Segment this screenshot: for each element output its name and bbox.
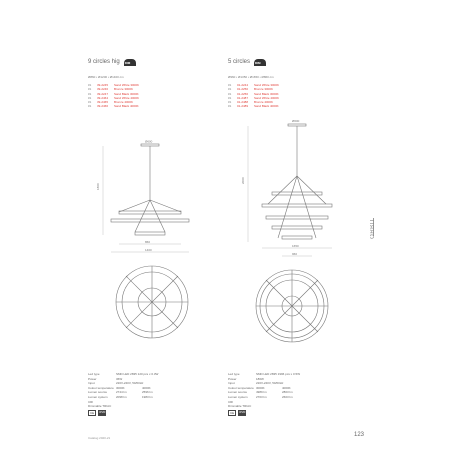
- variant-code: 01-2487: [237, 95, 249, 100]
- variant-list: [88, 83, 198, 109]
- product-header: [228, 56, 338, 68]
- spec-key: Led type: [88, 372, 100, 376]
- variant-qty: #1: [228, 104, 232, 109]
- width1-dim-label: 960: [292, 252, 298, 256]
- variant-qty: #1: [228, 91, 232, 96]
- variant-code: 39-2465: [97, 100, 109, 105]
- spec-value: 3000K: [256, 385, 265, 390]
- footer-text: Catalog 2020-21: [88, 436, 111, 440]
- spec-value: 186W: [256, 376, 264, 381]
- spec-table-left: [88, 372, 198, 416]
- variant-name: Sand Black 4000K: [114, 104, 139, 109]
- product-title: 9 circles hig: [88, 59, 120, 65]
- variant-qty: #1: [88, 91, 92, 96]
- certification-badges: [228, 410, 338, 416]
- spec-value: 2603 lm: [282, 394, 293, 399]
- variant-name: Sand White 4000K: [254, 95, 280, 100]
- spec-key: Power: [228, 376, 237, 381]
- spec-key: Input: [228, 381, 235, 386]
- spec-key: CRI: [88, 399, 94, 404]
- variant-code: 01-2250: [237, 87, 249, 92]
- spec-key: Colour temperature: [88, 385, 114, 390]
- variant-qty: #1: [228, 95, 232, 100]
- spec-value: SMD LED 2835 1996 pcs x 0.5W: [256, 372, 301, 376]
- spec-value: 2744 lm: [116, 390, 127, 395]
- size-line: Ø860 • Ø1200 • Ø1400 cm: [88, 75, 124, 79]
- variant-code: 01-2488: [237, 100, 249, 105]
- spec-key: Power: [88, 376, 97, 381]
- variant-name: Sand Black 4000K: [254, 104, 279, 109]
- spec-key: Led type: [228, 372, 240, 376]
- variant-qty: #1: [228, 83, 232, 87]
- spec-value: 3000K: [116, 385, 125, 390]
- top-dim-label: Ø600: [292, 119, 300, 123]
- product-column-left: [88, 56, 198, 109]
- spec-value: 2596 lm: [142, 390, 153, 395]
- spec-value: 2703 lm: [256, 394, 267, 399]
- width2-dim-label: 1400: [145, 248, 152, 252]
- variant-code: 39-2245: [97, 83, 109, 87]
- width2-dim-label: 1650: [292, 244, 299, 248]
- collection-side-title: ORBIT: [370, 218, 376, 239]
- spec-value: 2098 lm: [116, 394, 127, 399]
- dimmable-badge-label: DIM: [255, 60, 261, 65]
- height-dim-label: 1800: [96, 183, 100, 190]
- spec-value: 36W: [116, 376, 123, 381]
- variant-name: Sand White 3000K: [114, 83, 140, 87]
- dimmable-icon: [254, 59, 266, 66]
- variant-row: [228, 104, 338, 108]
- right-top-view-drawing: [252, 266, 332, 346]
- height-dim-label: 2000: [241, 177, 245, 184]
- spec-key: Dimmable TRIAC: [228, 404, 252, 409]
- spec-key: CRI: [228, 399, 234, 404]
- variant-qty: #1: [228, 87, 232, 92]
- spec-value: 4000K: [142, 385, 151, 390]
- spec-key: Colour temperature: [228, 385, 254, 390]
- variant-name: Bronze 3000K: [114, 87, 134, 92]
- variant-code: 01-2489: [237, 104, 249, 109]
- ip-rating-icon: IP20: [99, 409, 106, 414]
- variant-qty: #1: [88, 95, 92, 100]
- spec-table-right: [228, 372, 338, 416]
- ip-rating-icon: IP20: [239, 409, 246, 414]
- top-dim-label: Ø600: [145, 140, 153, 144]
- certification-badges: [88, 410, 198, 416]
- width1-dim-label: 860: [145, 240, 151, 244]
- product-column-right: [228, 56, 338, 109]
- spec-key: Lumen source: [88, 390, 108, 395]
- variant-qty: #1: [88, 104, 92, 109]
- spec-value: 4000K: [282, 385, 291, 390]
- variant-list: [228, 83, 338, 109]
- variant-code: 39-2247: [97, 91, 109, 96]
- spec-row: [88, 404, 198, 409]
- variant-code: 39-2246: [97, 87, 109, 92]
- variant-row: [88, 104, 198, 108]
- spec-value: 220V-240V, 50/60Hz: [256, 381, 284, 386]
- variant-qty: #1: [88, 100, 92, 105]
- size-line: Ø960 • Ø1350 • Ø1650 • Ø860 cm: [228, 75, 274, 79]
- spec-key: Input: [88, 381, 95, 386]
- variant-code: 39-2466: [97, 104, 109, 109]
- ce-mark-icon: CE: [90, 410, 95, 415]
- spec-value: 4989 lm: [256, 390, 267, 395]
- spec-key: Lumen source: [228, 390, 248, 395]
- variant-qty: #1: [88, 83, 92, 87]
- spec-value: 2803 lm: [282, 390, 293, 395]
- variant-name: Sand White 4000K: [114, 95, 140, 100]
- right-side-elevation-drawing: [238, 118, 348, 263]
- variant-name: Sand White 3000K: [254, 83, 280, 87]
- variant-code: 01-2256: [237, 91, 249, 96]
- variant-name: Sand Black 3000K: [254, 91, 279, 96]
- dimmable-badge-label: DIM: [124, 60, 131, 65]
- spec-value: 220V-240V, 50/60Hz: [116, 381, 144, 386]
- product-header: [88, 56, 198, 68]
- spec-value: SMD LED 2835 120 pcs x 0.3W: [116, 372, 159, 376]
- variant-qty: #1: [228, 100, 232, 105]
- variant-qty: #1: [88, 87, 92, 92]
- spec-key: Dimmable TRIAC: [88, 404, 112, 409]
- spec-key: Lumen system: [228, 394, 248, 399]
- spec-row: [228, 404, 338, 409]
- variant-code: 01-2244: [237, 83, 249, 87]
- variant-name: Bronze 4000K: [114, 100, 134, 105]
- spec-value: 1983 lm: [142, 394, 153, 399]
- left-top-view-drawing: [112, 262, 192, 342]
- variant-name: Bronze 4000K: [254, 100, 274, 105]
- product-title: 5 circles: [228, 59, 251, 65]
- ce-mark-icon: CE: [230, 410, 235, 415]
- variant-name: Sand Black 3000K: [114, 91, 139, 96]
- spec-key: Lumen system: [88, 394, 108, 399]
- dimmable-icon: [124, 59, 136, 66]
- variant-code: 39-2464: [97, 95, 109, 100]
- variant-name: Bronze 3000K: [254, 87, 274, 92]
- page-number: 123: [354, 432, 365, 438]
- left-side-elevation-drawing: [95, 140, 205, 260]
